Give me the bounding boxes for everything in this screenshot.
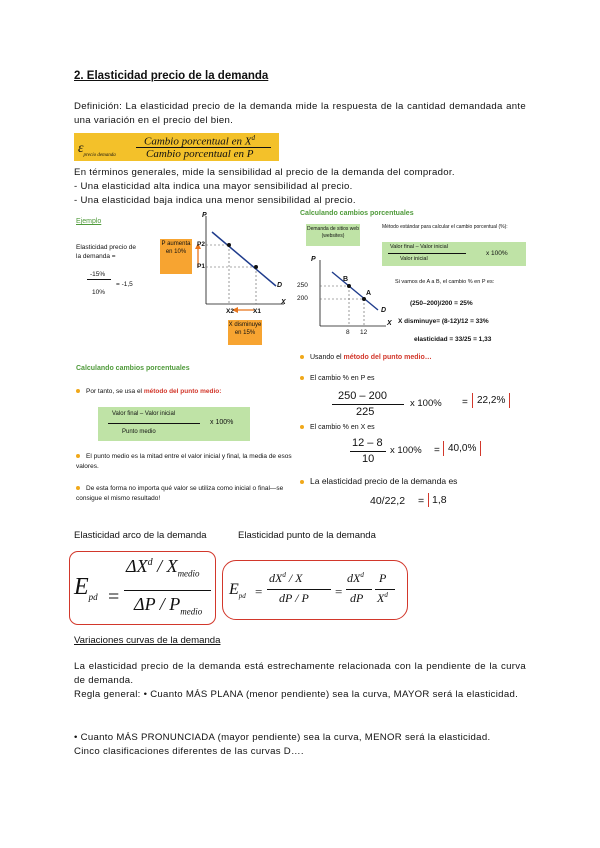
point-numerator: $dX^d$ / X <box>269 571 303 585</box>
point-b <box>347 284 351 288</box>
elast-text: La elasticidad precio de la demanda es <box>300 476 457 486</box>
cambio-x-text: El cambio % en X es <box>300 424 375 431</box>
arc-numerator: $\Delta X^d / X_{medio}$ <box>126 556 200 579</box>
x-frac-num: 12 – 8 <box>352 437 383 449</box>
general-text: En términos generales, mide la sensibilidad al precio de la demanda del comprador. <box>74 167 455 178</box>
left-point-upper <box>227 243 231 247</box>
left-bullet-1: Por tanto, se usa el método del punto medio: <box>76 388 221 395</box>
point-formula-box: $E_{pd}$ = $dX^d$ / X dP / P = $dX^d$ dP P $X^d$ <box>222 560 408 620</box>
left-calc-title: Calculando cambios porcentuales <box>76 365 190 372</box>
elast-calc: 40/22,2 <box>370 495 406 507</box>
cambio-p-text: El cambio % en P es <box>300 375 374 382</box>
elast-result: 1,8 <box>428 493 450 507</box>
right-axis-p-label: P <box>311 256 316 263</box>
std-numerator: Valor final – Valor inicial <box>390 244 448 250</box>
elasticity-formula <box>74 133 279 161</box>
point-denominator: dP / P <box>279 591 309 605</box>
arc-label: Elasticidad arco de la demanda <box>74 530 207 541</box>
point-p-den: $X^d$ <box>377 591 388 605</box>
bullet-high: - Una elasticidad alta indica una mayor sensibilidad al precio. <box>74 181 353 192</box>
x-x100: x 100% <box>390 445 422 456</box>
y-250: 250 <box>297 282 308 289</box>
p-x100: x 100% <box>410 398 442 409</box>
bullet-low: - Una elasticidad baja indica una menor sensibilidad al precio. <box>74 195 356 206</box>
y-200: 200 <box>297 295 308 302</box>
left-bullet-3: De esta forma no importa qué valor se utiliza como inicial o final—se consigue el mismo resultado! <box>76 485 284 502</box>
box-denominator: Punto medio <box>122 429 156 435</box>
x-decrease-box: X disminuye en 15% <box>228 320 262 345</box>
point-m-den: dP <box>350 591 364 605</box>
box-numerator: Valor final – Valor inicial <box>112 411 176 417</box>
definition-text: Definición: La elasticidad precio de la demanda mide la respuesta de la cantidad demandada ante una variación en el precio del bien. <box>74 101 526 126</box>
calc-3: elasticidad = 33/25 = 1,33 <box>414 336 492 343</box>
std-denominator: Valor inicial <box>400 256 428 262</box>
formula-denominator: Cambio porcentual en P <box>146 148 254 160</box>
section-variaciones: Variaciones curvas de la demanda <box>74 635 221 646</box>
frac-num: -15% <box>90 271 106 278</box>
arc-e: $E_{pd}$ <box>74 574 98 602</box>
std-x100: x 100% <box>486 250 508 257</box>
frac-result: = -1,5 <box>116 281 133 288</box>
metodo-text: Método estándar para calcular el cambio porcentual (%): <box>382 224 508 230</box>
left-demand-curve <box>212 232 276 286</box>
std-formula-box <box>382 242 526 266</box>
x1-label: X1 <box>253 308 261 315</box>
left-demand-graph <box>192 212 292 327</box>
calc-2: X disminuye= (8-12)/12 = 33% <box>398 318 489 325</box>
label-a: A <box>366 290 372 297</box>
p-eq: = <box>462 397 468 408</box>
formula-numerator: Cambio porcentual en $X^d$ <box>144 134 255 148</box>
p-frac-den: 225 <box>356 406 375 418</box>
x-frac-den: 10 <box>362 453 375 465</box>
point-m-num: $dX^d$ <box>347 571 364 585</box>
para-pronunciada: • Cuanto MÁS PRONUNCIADA (mayor pendiente) sea la curva, MENOR será la elasticidad. <box>74 732 491 743</box>
p-frac-num: 250 – 200 <box>338 390 387 402</box>
para-regla: Regla general: • Cuanto MÁS PLANA (menor pendiente) sea la curva, MAYOR será la elasticidad. <box>74 689 519 700</box>
left-axis-x-label: X <box>281 299 286 306</box>
point-label: Elasticidad punto de la demanda <box>238 530 376 541</box>
right-demand-curve <box>332 272 378 310</box>
left-d-label: D <box>277 282 283 289</box>
left-bullet-2: El punto medio es la mitad entre el valor inicial y final, la media de esos valores. <box>76 453 292 470</box>
sivamos-text: Si vamos de A a B, el cambio % en P es: <box>395 279 495 285</box>
x2-label: X2 <box>226 308 234 315</box>
label-b: B <box>343 276 349 283</box>
example-text: Elasticidad precio de la demanda = <box>76 244 136 260</box>
midpoint-formula-box <box>98 407 250 441</box>
right-demand-graph <box>310 256 390 338</box>
p-result: 22,2% <box>472 393 510 408</box>
left-axis-p-label: P <box>202 212 207 219</box>
right-calc-title: Calculando cambios porcentuales <box>300 210 414 217</box>
calc-1: (250–200)/200 = 25% <box>410 300 473 307</box>
x-12: 12 <box>360 329 368 336</box>
usando-text: Usando el método del punto medio… <box>300 354 432 361</box>
x-8: 8 <box>346 329 350 336</box>
right-axis-x-label: X <box>387 320 392 327</box>
ejemplo-label: Ejemplo <box>76 218 102 225</box>
para-clasificaciones: Cinco clasificaciones diferentes de las curvas D…. <box>74 746 304 757</box>
formula-epsilon: $\varepsilon_{precio demanda}$ <box>78 141 116 158</box>
p2-label: P2 <box>197 241 205 248</box>
x-result: 40,0% <box>443 441 481 456</box>
page-title: 2. Elasticidad precio de la demanda <box>74 70 269 82</box>
x-eq: = <box>434 445 440 456</box>
frac-den: 10% <box>92 289 106 296</box>
box-x100: x 100% <box>210 419 234 426</box>
point-a <box>362 297 366 301</box>
p-increase-box: P aumenta en 10% <box>160 239 192 274</box>
para-relacion: La elasticidad precio de la demanda está estrechamente relacionada con la pendiente de la curva de demanda. <box>74 661 526 686</box>
arc-denominator: ΔP / $P_{medio}$ <box>134 594 203 617</box>
point-p-num: P <box>379 571 387 585</box>
p1-label: P1 <box>197 263 205 270</box>
point-e: $E_{pd}$ <box>229 581 246 601</box>
demand-websites-box: Demanda de sitios web (websites) <box>306 224 360 246</box>
arc-formula-box: $E_{pd}$ = $\Delta X^d / X_{medio}$ ΔP / $P_{medio}$ <box>69 551 216 625</box>
elast-eq: = <box>418 495 425 507</box>
left-point-lower <box>254 265 258 269</box>
right-d-label: D <box>381 307 387 314</box>
